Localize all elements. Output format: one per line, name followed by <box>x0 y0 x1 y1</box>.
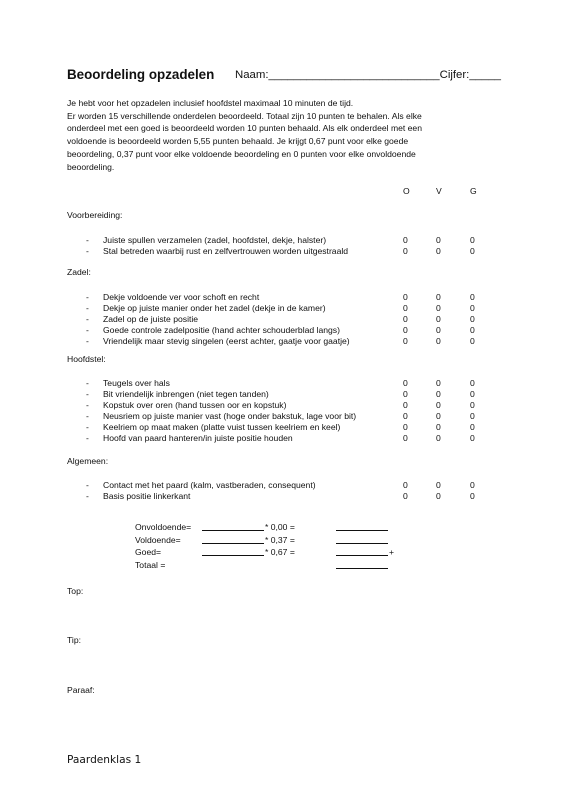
criteria-text: Stal betreden waarbij rust en zelfvertrouwen worden uitgestraald <box>103 246 349 256</box>
paraaf-field-label: Paraaf: <box>67 685 95 695</box>
criteria-text: Contact met het paard (kalm, vastberaden, consequent) <box>103 480 316 490</box>
score-o[interactable]: 0 <box>403 433 408 443</box>
calc-blank-total[interactable] <box>336 560 388 571</box>
score-o[interactable]: 0 <box>403 336 408 346</box>
score-g[interactable]: 0 <box>470 336 475 346</box>
calc-label-goed: Goed= <box>135 547 162 557</box>
criteria-text: Zadel op de juiste positie <box>103 314 199 324</box>
bullet-dash: - <box>86 480 89 490</box>
score-o[interactable]: 0 <box>403 314 408 324</box>
score-g[interactable]: 0 <box>470 491 475 501</box>
calc-blank-result[interactable] <box>336 547 388 558</box>
intro-line: Je hebt voor het opzadelen inclusief hoofdstel maximaal 10 minuten de tijd. <box>67 98 354 108</box>
bullet-dash: - <box>86 400 89 410</box>
score-v[interactable]: 0 <box>436 480 441 490</box>
score-v[interactable]: 0 <box>436 400 441 410</box>
criteria-row <box>0 433 565 444</box>
bullet-dash: - <box>86 246 89 256</box>
bullet-dash: - <box>86 378 89 388</box>
bullet-dash: - <box>86 314 89 324</box>
criteria-row <box>0 325 565 336</box>
score-g[interactable]: 0 <box>470 292 475 302</box>
intro-line: beoordeling, 0,37 punt voor elke voldoende beoordeling en 0 punten voor elke onvoldoende <box>67 148 416 159</box>
criteria-text: Basis positie linkerkant <box>103 491 191 501</box>
intro-line: Er worden 15 verschillende onderdelen beoordeeld. Totaal zijn 10 punten te behalen. Als elke <box>67 110 422 121</box>
calc-blank-result[interactable] <box>336 535 388 546</box>
score-g[interactable]: 0 <box>470 400 475 410</box>
score-g[interactable]: 0 <box>470 433 475 443</box>
criteria-text: Neusriem op juiste manier vast (hoge onder bakstuk, lage voor bit) <box>103 411 357 421</box>
calc-factor-voldoende: * 0,37 = <box>265 535 295 545</box>
score-g[interactable]: 0 <box>470 235 475 245</box>
bullet-dash: - <box>86 491 89 501</box>
score-o[interactable]: 0 <box>403 292 408 302</box>
calc-label-voldoende: Voldoende= <box>135 535 181 545</box>
score-v[interactable]: 0 <box>436 303 441 313</box>
score-o[interactable]: 0 <box>403 422 408 432</box>
tip-field-label: Tip: <box>67 635 82 645</box>
criteria-row <box>0 292 565 303</box>
criteria-text: Goede controle zadelpositie (hand achter schouderblad langs) <box>103 325 340 335</box>
score-g[interactable]: 0 <box>470 389 475 399</box>
criteria-text: Vriendelijk maar stevig singelen (eerst achter, gaatje voor gaatje) <box>103 336 350 346</box>
calc-blank-count[interactable] <box>202 522 264 533</box>
calc-label-onvoldoende: Onvoldoende= <box>135 522 192 532</box>
score-o[interactable]: 0 <box>403 246 408 256</box>
criteria-text: Dekje op juiste manier onder het zadel (dekje in de kamer) <box>103 303 326 313</box>
score-g[interactable]: 0 <box>470 303 475 313</box>
score-g[interactable]: 0 <box>470 480 475 490</box>
score-o[interactable]: 0 <box>403 303 408 313</box>
score-o[interactable]: 0 <box>403 389 408 399</box>
criteria-row <box>0 378 565 389</box>
calc-factor-goed: * 0,67 = <box>265 547 295 557</box>
score-o[interactable]: 0 <box>403 411 408 421</box>
criteria-text: Juiste spullen verzamelen (zadel, hoofdstel, dekje, halster) <box>103 235 327 245</box>
bullet-dash: - <box>86 389 89 399</box>
criteria-text: Dekje voldoende ver voor schoft en recht <box>103 292 260 302</box>
bullet-dash: - <box>86 325 89 335</box>
criteria-text: Bit vriendelijk inbrengen (niet tegen tanden) <box>103 389 269 399</box>
score-o[interactable]: 0 <box>403 480 408 490</box>
calc-factor-onvoldoende: * 0,00 = <box>265 522 295 532</box>
bullet-dash: - <box>86 411 89 421</box>
score-v[interactable]: 0 <box>436 336 441 346</box>
criteria-row <box>0 491 565 502</box>
score-v[interactable]: 0 <box>436 411 441 421</box>
score-v[interactable]: 0 <box>436 246 441 256</box>
column-header-o: O <box>403 186 410 196</box>
score-o[interactable]: 0 <box>403 378 408 388</box>
page-footer: Paardenklas 1 <box>67 754 142 766</box>
criteria-row <box>0 314 565 325</box>
criteria-row <box>0 303 565 314</box>
bullet-dash: - <box>86 292 89 302</box>
criteria-text: Teugels over hals <box>103 378 170 388</box>
criteria-row <box>0 246 565 257</box>
score-v[interactable]: 0 <box>436 422 441 432</box>
score-v[interactable]: 0 <box>436 235 441 245</box>
score-v[interactable]: 0 <box>436 292 441 302</box>
score-g[interactable]: 0 <box>470 422 475 432</box>
intro-line: voldoende is beoordeeld worden 5,55 punten behaald. Je krijgt 0,67 punt voor elke goede <box>67 136 409 147</box>
score-v[interactable]: 0 <box>436 389 441 399</box>
score-g[interactable]: 0 <box>470 411 475 421</box>
name-grade-field[interactable]: Naam:___________________________Cijfer:_____ <box>235 69 502 81</box>
form-title: Beoordeling opzadelen <box>67 67 215 82</box>
criteria-row <box>0 480 565 491</box>
criteria-text: Hoofd van paard hanteren/in juiste positie houden <box>103 433 293 443</box>
section-title: Algemeen: <box>67 456 109 466</box>
score-o[interactable]: 0 <box>403 325 408 335</box>
criteria-row <box>0 422 565 433</box>
intro-text <box>67 97 497 173</box>
score-g[interactable]: 0 <box>470 246 475 256</box>
section-title: Voorbereiding: <box>67 210 123 220</box>
score-v[interactable]: 0 <box>436 314 441 324</box>
criteria-row <box>0 235 565 246</box>
bullet-dash: - <box>86 422 89 432</box>
section-title: Hoofdstel: <box>67 354 106 364</box>
intro-line: beoordeling. <box>67 161 115 172</box>
score-o[interactable]: 0 <box>403 491 408 501</box>
score-v[interactable]: 0 <box>436 433 441 443</box>
criteria-row <box>0 336 565 347</box>
column-header-g: G <box>470 186 477 196</box>
bullet-dash: - <box>86 336 89 346</box>
section-title: Zadel: <box>67 267 91 277</box>
calc-blank-count[interactable] <box>202 547 264 558</box>
criteria-row <box>0 411 565 422</box>
score-g[interactable]: 0 <box>470 314 475 324</box>
criteria-text: Keelriem op maat maken (platte vuist tussen keelriem en keel) <box>103 422 341 432</box>
top-field-label: Top: <box>67 586 84 596</box>
calc-plus-sign: + <box>389 547 395 557</box>
score-o[interactable]: 0 <box>403 400 408 410</box>
calc-blank-count[interactable] <box>202 535 264 546</box>
calc-blank-result[interactable] <box>336 522 388 533</box>
score-v[interactable]: 0 <box>436 378 441 388</box>
score-g[interactable]: 0 <box>470 325 475 335</box>
column-header-v: V <box>436 186 442 196</box>
criteria-row <box>0 400 565 411</box>
bullet-dash: - <box>86 433 89 443</box>
score-v[interactable]: 0 <box>436 491 441 501</box>
bullet-dash: - <box>86 303 89 313</box>
bullet-dash: - <box>86 235 89 245</box>
calc-label-totaal: Totaal = <box>135 560 166 570</box>
criteria-row <box>0 389 565 400</box>
score-v[interactable]: 0 <box>436 325 441 335</box>
intro-line: onderdeel met een goed is beoordeeld worden 10 punten behaald. Als elk onderdeel met een <box>67 123 422 134</box>
criteria-text: Kopstuk over oren (hand tussen oor en kopstuk) <box>103 400 287 410</box>
score-o[interactable]: 0 <box>403 235 408 245</box>
score-g[interactable]: 0 <box>470 378 475 388</box>
